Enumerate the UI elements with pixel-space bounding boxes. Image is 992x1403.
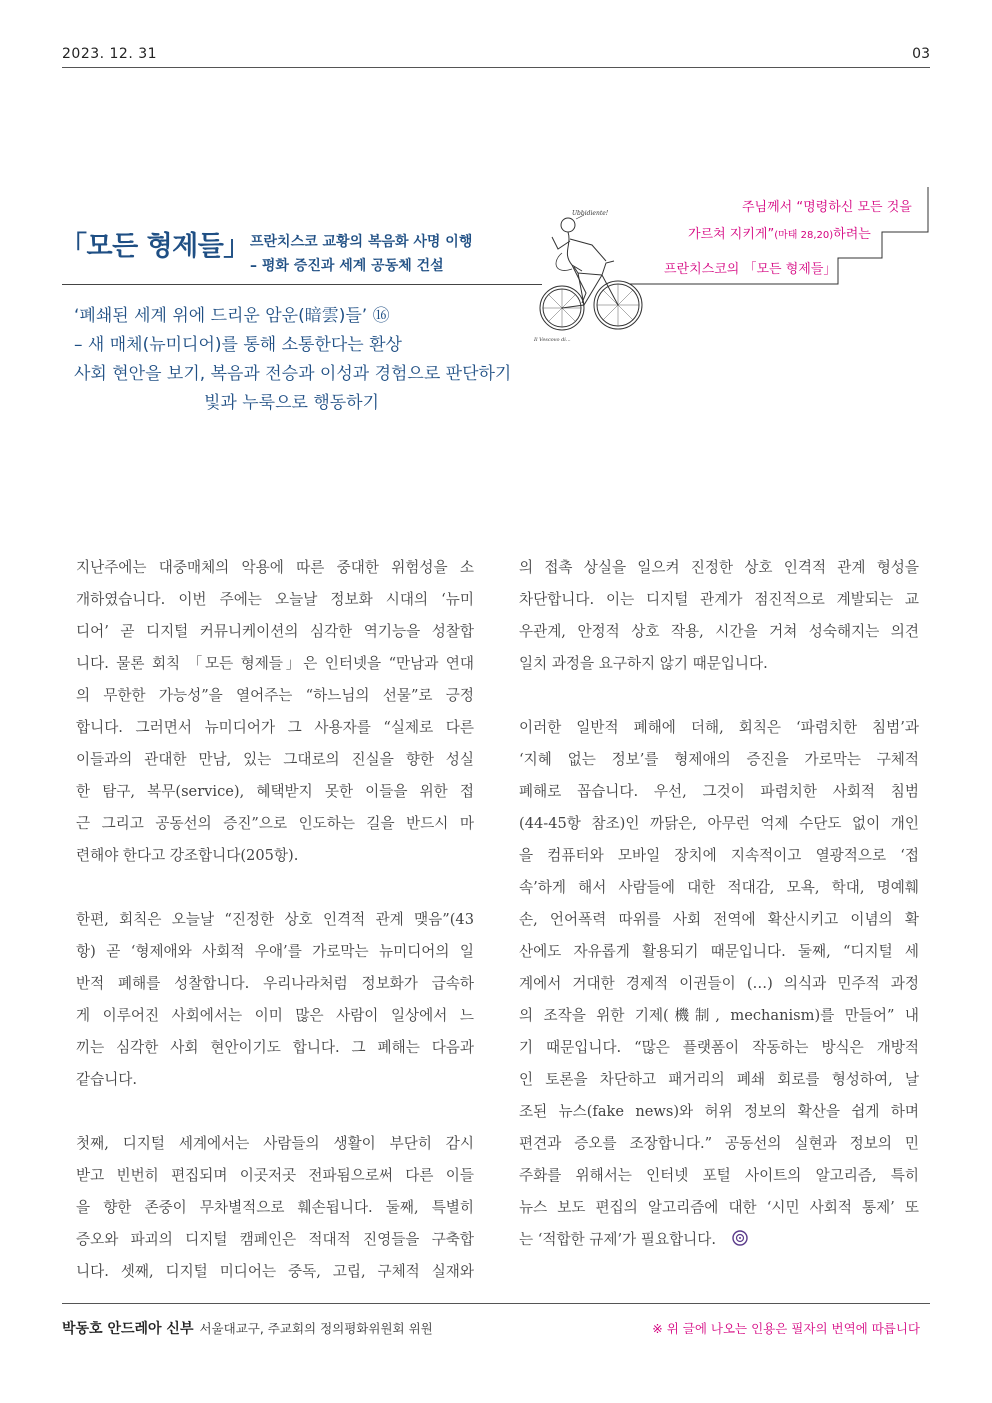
body-line: 니다. 셋째, 디지털 미디어는 중독, 고립, 구체적 실재와	[76, 1263, 474, 1280]
body-line: 게 이루어진 사회에서는 이미 많은 사람이 일상에서 느	[76, 1007, 474, 1024]
body-column-right	[519, 552, 919, 1256]
body-line: 을 컴퓨터와 모바일 장치에 지속적이고 열광적으로 ‘접	[519, 847, 919, 864]
stairs-line-2c: 하려는	[833, 227, 871, 242]
page-number: 03	[912, 46, 930, 62]
author-name: 박동호 안드레아 신부	[62, 1321, 194, 1337]
body-line: ‘지혜 없는 정보’를 형제애의 증진을 가로막는 구체적	[519, 751, 919, 768]
body-line: 첫째, 디지털 세계에서는 사람들의 생활이 부단히 감시	[76, 1135, 474, 1152]
issue-date: 2023. 12. 31	[62, 46, 158, 62]
body-line: 의 무한한 가능성”을 열어주는 “하느님의 선물”로 긍정	[76, 687, 474, 704]
series-title: 「모든 형제들」	[60, 231, 250, 262]
article-title-3: 사회 현안을 보기, 복음과 전승과 이성과 경험으로 판단하기	[74, 364, 512, 384]
title-divider	[62, 284, 542, 285]
body-line: 반적 폐해를 성찰합니다. 우리나라처럼 정보화가 급속하	[76, 975, 474, 992]
illustration-caption: Il Vescovo di...	[534, 337, 571, 343]
body-line: 뉴스 보도 편집의 알고리즘에 대한 ‘시민 사회적 통제’ 또	[519, 1199, 919, 1216]
body-line: 의 조작을 위한 기제(機制, mechanism)를 만들어” 내	[519, 1007, 919, 1024]
body-line: 기 때문입니다. “많은 플랫폼이 작동하는 방식은 개방적	[519, 1039, 919, 1056]
body-line: 개하였습니다. 이번 주에는 오늘날 정보화 시대의 ‘뉴미	[76, 591, 474, 608]
body-line: 주화를 위해서는 인터넷 포털 사이트의 알고리즘, 특히	[519, 1167, 919, 1184]
body-line: 손, 언어폭력 따위를 사회 전역에 확산시키고 이념의 확	[519, 911, 919, 928]
stairs-line-2a: 가르쳐 지키게”	[688, 227, 775, 242]
translation-footnote: ※ 위 글에 나오는 인용은 필자의 번역에 따릅니다	[652, 1321, 920, 1336]
body-line: 니다. 물론 회칙 「모든 형제들」은 인터넷을 “만남과 연대	[76, 655, 474, 672]
body-final-text: 는 ‘적합한 규제’가 필요합니다.	[519, 1231, 717, 1248]
body-line: 같습니다.	[76, 1071, 138, 1088]
body-line: 근 그리고 공동선의 증진”으로 인도하는 길을 반드시 마	[76, 815, 474, 832]
body-line: 한 탐구, 복무(service), 혜택받지 못한 이들을 위한 접	[76, 783, 474, 800]
body-line: 항) 곧 ‘형제애와 사회적 우애’를 가로막는 뉴미디어의 일	[76, 943, 474, 960]
body-line: 디어’ 곧 디지털 커뮤니케이션의 심각한 역기능을 성찰합	[76, 623, 474, 640]
body-column-left	[76, 552, 474, 1288]
body-line: 우관계, 안정적 상호 작용, 시간을 거쳐 성숙해지는 의견	[519, 623, 919, 640]
body-line: 폐해로 꼽습니다. 우선, 그것이 파렴치한 사회적 침범	[519, 783, 919, 800]
body-line: 끼는 심각한 사회 현안이기도 합니다. 그 폐해는 다음과	[76, 1039, 474, 1056]
stairs-line-2b: (마태 28,20)	[774, 230, 834, 241]
body-line-final	[519, 1224, 919, 1256]
body-line: 합니다. 그러면서 뉴미디어가 그 사용자를 “실제로 다른	[76, 719, 474, 736]
stairs-line-3: 프란치스코의 「모든 형제들」	[664, 262, 837, 277]
body-line: 을 향한 존중이 무차별적으로 훼손됩니다. 둘째, 특별히	[76, 1199, 474, 1216]
body-line: (44-45항 참조)인 까닭은, 아무런 억제 수단도 없이 개인	[519, 815, 919, 832]
illustration-speech: Ubbidiente!	[572, 210, 609, 217]
body-line: 받고 빈번히 편집되며 이곳저곳 전파됨으로써 다른 이들	[76, 1167, 474, 1184]
article-title-4: 빛과 누룩으로 행동하기	[204, 393, 380, 413]
body-line: 조된 뉴스(fake news)와 허위 정보의 확산을 쉽게 하며	[519, 1103, 919, 1120]
body-line: 이들과의 관대한 만남, 있는 그대로의 진실을 향한 성실	[76, 751, 474, 768]
series-subtitle-line-1: 프란치스코 교황의 복음화 사명 이행	[250, 234, 473, 250]
body-line: 편견과 증오를 조장합니다.” 공동선의 실현과 정보의 민	[519, 1135, 919, 1152]
article-titles	[74, 302, 511, 418]
body-line: 지난주에는 대중매체의 악용에 따른 중대한 위험성을 소	[76, 559, 474, 576]
end-mark-icon	[730, 1229, 750, 1247]
author-byline	[62, 1318, 433, 1338]
body-line: 이러한 일반적 폐해에 더해, 회칙은 ‘파렴치한 침범’과	[519, 719, 919, 736]
body-line: 산에도 자유롭게 활용되기 때문입니다. 둘째, “디지털 세	[519, 943, 919, 960]
body-line: 속’하게 해서 사람들에 대한 적대감, 모욕, 학대, 명예훼	[519, 879, 919, 896]
article-title-2: – 새 매체(뉴미디어)를 통해 소통한다는 환상	[74, 335, 402, 355]
body-line: 의 접촉 상실을 일으켜 진정한 상호 인격적 관계 형성을	[519, 559, 919, 576]
body-line: 계에서 거대한 경제적 이권들이 (…) 의식과 민주적 과정	[519, 975, 919, 992]
footer-divider	[62, 1303, 930, 1304]
bicycle-illustration	[532, 205, 644, 355]
body-line: 증오와 파괴의 디지털 캠페인은 적대적 진영들을 구축합	[76, 1231, 474, 1248]
series-subtitle	[250, 230, 472, 278]
stairs-line-2	[688, 223, 871, 242]
header-divider	[62, 67, 930, 68]
body-line: 인 토론을 차단하고 패거리의 폐쇄 회로를 형성하여, 날	[519, 1071, 919, 1088]
body-line: 일치 과정을 요구하지 않기 때문입니다.	[519, 655, 768, 672]
body-line: 차단합니다. 이는 디지털 관계가 점진적으로 계발되는 교	[519, 591, 919, 608]
body-line: 한편, 회칙은 오늘날 “진정한 상호 인격적 관계 맺음”(43	[76, 911, 474, 928]
stairs-line-1: 주님께서 “명령하신 모든 것을	[742, 200, 912, 215]
author-role: 서울대교구, 주교회의 정의평화위원회 위원	[199, 1321, 433, 1336]
article-title-1: ‘폐쇄된 세계 위에 드리운 암운(暗雲)들’ ⑯	[74, 306, 390, 326]
body-line: 련해야 한다고 강조합니다(205항).	[76, 847, 299, 864]
series-subtitle-line-2: – 평화 증진과 세계 공동체 건설	[250, 258, 444, 274]
